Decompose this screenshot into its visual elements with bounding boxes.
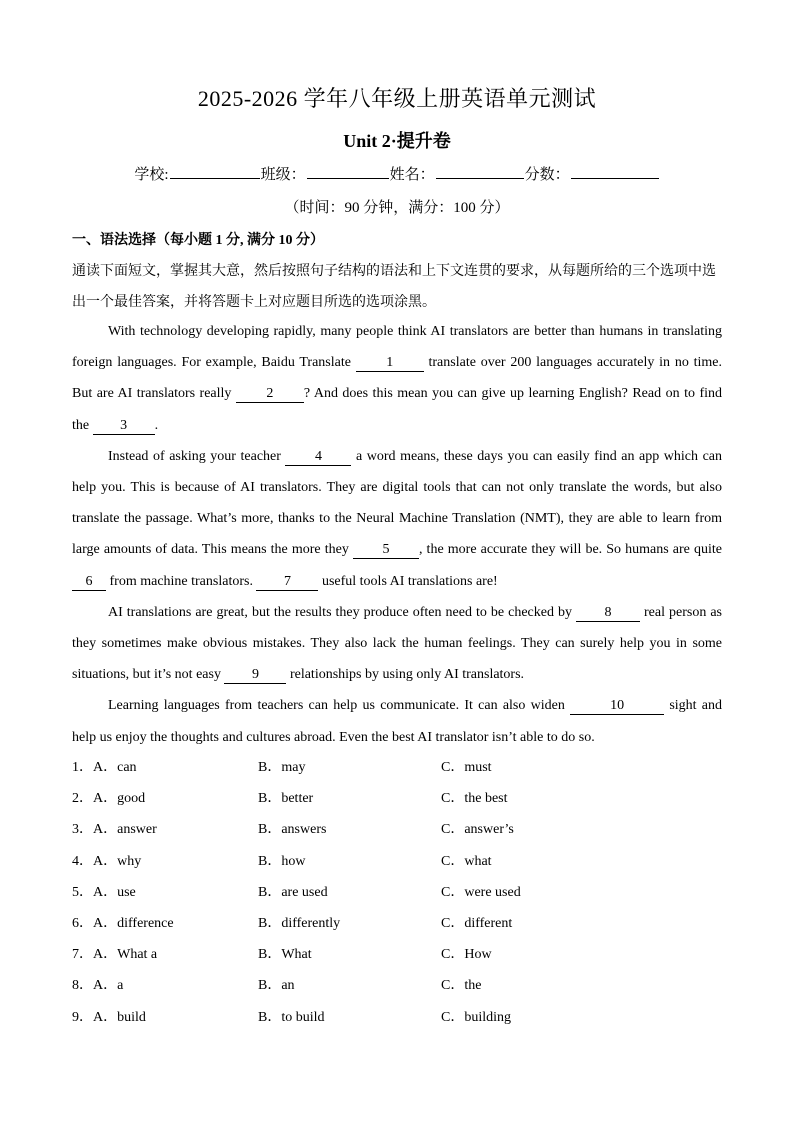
passage-text: Instead of asking your teacher: [108, 448, 286, 464]
passage-text: AI translations are great, but the results they produce often need to be checked by: [108, 604, 576, 620]
option-row-6: [72, 913, 722, 944]
option-a[interactable]: [72, 882, 136, 904]
option-a[interactable]: [72, 913, 174, 935]
question-number: 3．: [72, 822, 93, 838]
option-b[interactable]: B．how: [258, 853, 306, 869]
option-c[interactable]: C．building: [441, 1009, 512, 1025]
option-text: A．What a: [93, 947, 158, 963]
score-label: 分数：: [524, 167, 570, 183]
school-label: 学校:: [134, 167, 169, 183]
passage-paragraph-2: [72, 441, 722, 597]
passage-paragraph-3: [72, 597, 722, 691]
option-row-9: [72, 1007, 722, 1038]
blank-5: 5: [353, 542, 419, 559]
option-b[interactable]: B．What: [258, 947, 312, 963]
question-number: 8．: [72, 978, 93, 994]
option-c[interactable]: C．the best: [441, 791, 508, 807]
option-b[interactable]: B．answers: [258, 822, 327, 838]
option-row-7: [72, 944, 722, 975]
option-a[interactable]: [72, 788, 145, 810]
passage-text: from machine translators.: [106, 573, 257, 589]
answer-options: [72, 757, 722, 1038]
option-a[interactable]: [72, 1007, 146, 1029]
question-number: 2．: [72, 791, 93, 807]
blank-7: 7: [256, 574, 318, 591]
blank-6: 6: [72, 574, 106, 591]
blank-8: 8: [576, 605, 640, 622]
option-row-4: [72, 851, 722, 882]
class-label: 班级：: [260, 167, 306, 183]
option-b[interactable]: B．an: [258, 978, 295, 994]
class-blank: [307, 164, 389, 179]
passage-text: sight and help us enjoy the thoughts and cultures abroad. Even the best AI translator isn’t able to do so.: [72, 698, 722, 745]
name-label: 姓名：: [389, 167, 435, 183]
option-row-8: [72, 975, 722, 1006]
question-number: 5．: [72, 884, 93, 900]
blank-2: 2: [236, 386, 304, 403]
question-number: 6．: [72, 915, 93, 931]
passage-text: , the more accurate they will be. So humans are quite: [418, 542, 722, 558]
option-b[interactable]: B．may: [258, 760, 306, 775]
name-blank: [436, 164, 524, 179]
option-text: A．build: [93, 1009, 146, 1025]
option-text: A．can: [93, 760, 137, 775]
option-b[interactable]: B．to build: [258, 1009, 325, 1025]
passage-text: translate over 200 languages accurately in no time. But are AI translators really: [72, 355, 722, 402]
passage-text: relationships by using only AI translators.: [286, 667, 525, 683]
option-c[interactable]: C．answer’s: [441, 822, 514, 838]
option-b[interactable]: B．better: [258, 791, 314, 807]
option-a[interactable]: [72, 944, 157, 966]
score-blank: [571, 164, 659, 179]
question-number: 9．: [72, 1009, 93, 1025]
reading-passage: [72, 316, 722, 753]
option-c[interactable]: C．How: [441, 947, 492, 963]
passage-text: Learning languages from teachers can help us communicate. It can also widen: [108, 698, 571, 714]
question-number: 7．: [72, 947, 93, 963]
option-text: A．why: [93, 853, 142, 869]
option-text: A．difference: [93, 915, 174, 931]
passage-text: With technology developing rapidly, many people think AI translators are better than humans in translating foreign languages. For example, Baidu Translate: [72, 324, 722, 371]
passage-paragraph-4: [72, 690, 722, 752]
passage-text: ? And does this mean you can give up learning English? Read on to find the: [72, 386, 722, 433]
option-c[interactable]: C．were used: [441, 884, 521, 900]
option-c[interactable]: C．what: [441, 853, 492, 869]
option-a[interactable]: [72, 851, 141, 873]
passage-text: a word means, these days you can easily find an app which can help you. This is because of AI translators. They are digital tools that can not only translate the words, but also translate the passage. What’s more, thanks to the Neural Machine Translation (NMT), they are able to learn from large amounts of data. This means the more they: [72, 448, 722, 558]
page-subtitle: Unit 2·提升卷: [343, 131, 451, 151]
option-row-1: [72, 757, 722, 788]
option-c[interactable]: C．must: [441, 760, 492, 775]
option-row-3: [72, 819, 722, 850]
school-blank: [170, 164, 260, 179]
section-heading: 一、语法选择（每小题 1 分, 满分 10 分）: [72, 233, 324, 248]
option-b[interactable]: B．differently: [258, 915, 341, 931]
option-text: A．answer: [93, 822, 157, 838]
blank-1: 1: [356, 355, 424, 372]
blank-4: 4: [285, 449, 351, 466]
time-note: （时间：90 分钟，满分：100 分）: [284, 200, 510, 216]
option-b[interactable]: B．are used: [258, 884, 328, 900]
blank-9: 9: [224, 667, 286, 684]
option-row-5: [72, 882, 722, 913]
section-instructions: 通读下面短文，掌握其大意，然后按照句子结构的语法和上下文连贯的要求，从每题所给的三个选项中选出一个最佳答案，并将答题卡上对应题目所选的选项涂黑。: [72, 264, 716, 310]
blank-3: 3: [93, 418, 155, 435]
passage-paragraph-1: [72, 316, 722, 441]
passage-text: real person as they sometimes make obvious mistakes. They also lack the human feelings. They can surely help you in some situations, but it’s not easy: [72, 604, 723, 683]
passage-text: useful tools AI translations are!: [318, 573, 498, 589]
option-text: A．use: [93, 884, 136, 900]
question-number: 1．: [72, 760, 93, 775]
option-a[interactable]: [72, 757, 137, 779]
option-text: A．a: [93, 978, 124, 994]
option-c[interactable]: C．the: [441, 978, 482, 994]
page-title: 2025-2026 学年八年级上册英语单元测试: [197, 86, 597, 111]
blank-10: 10: [570, 698, 664, 715]
option-a[interactable]: [72, 975, 123, 997]
option-c[interactable]: C．different: [441, 915, 513, 931]
question-number: 4．: [72, 853, 93, 869]
passage-text: .: [154, 417, 159, 433]
option-text: A．good: [93, 791, 146, 807]
option-row-2: [72, 788, 722, 819]
option-a[interactable]: [72, 819, 157, 841]
student-info-line: [72, 163, 722, 184]
